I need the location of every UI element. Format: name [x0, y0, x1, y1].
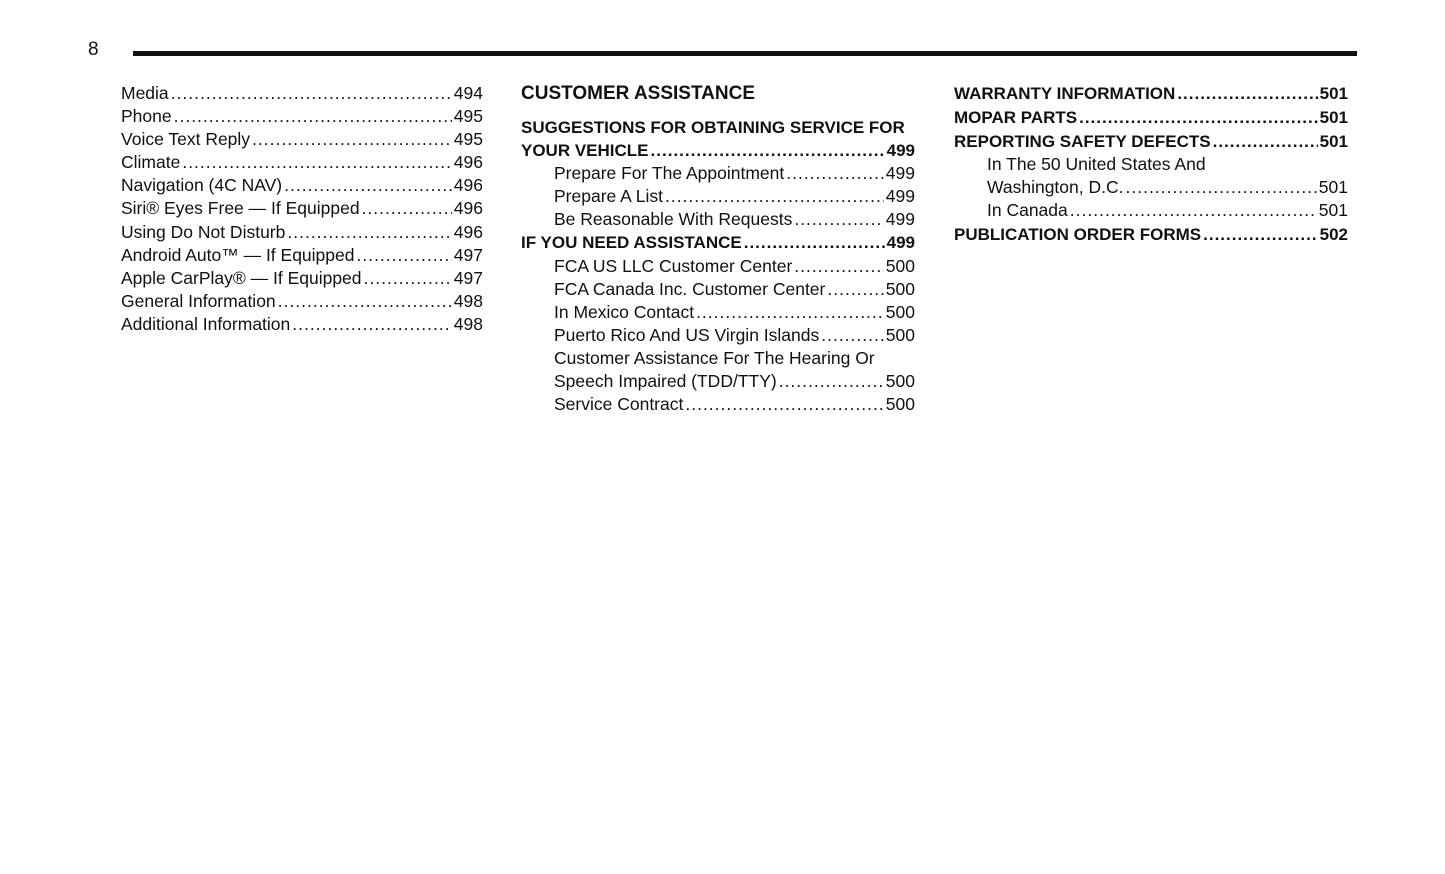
toc-entry[interactable]	[954, 199, 1348, 222]
toc-entry-label: Siri® Eyes Free — If Equipped	[121, 198, 360, 219]
leader-dots	[292, 313, 452, 336]
toc-entry-page: 500	[885, 394, 915, 415]
toc-entry-page: 496	[453, 198, 483, 219]
toc-entry-hearing-line2[interactable]	[521, 370, 915, 393]
toc-entry-page: 500	[885, 278, 915, 299]
leader-dots	[786, 162, 884, 185]
toc-heading-safety-defects[interactable]	[954, 130, 1348, 153]
toc-entry-page: 499	[886, 141, 915, 161]
toc-entry-page: 501	[1318, 200, 1348, 221]
toc-entry[interactable]	[121, 221, 483, 244]
toc-entry-page: 498	[453, 290, 483, 311]
toc-entry-label: In Mexico Contact	[554, 301, 695, 322]
toc-entry-label: Climate	[121, 152, 181, 173]
leader-dots	[171, 82, 452, 105]
toc-entry-page: 499	[885, 186, 915, 207]
toc-entry-page: 498	[453, 313, 483, 334]
toc-entry-label: FCA US LLC Customer Center	[554, 255, 793, 276]
toc-entry-page: 496	[453, 175, 483, 196]
toc-entry-page: 496	[453, 221, 483, 242]
toc-entry-page: 501	[1319, 84, 1348, 103]
toc-heading-suggestions-line2[interactable]	[521, 139, 915, 162]
toc-entry-page: 501	[1319, 108, 1348, 128]
leader-dots	[685, 393, 883, 416]
toc-entry-page: 501	[1318, 177, 1348, 198]
toc-entry-label: Apple CarPlay® — If Equipped	[121, 267, 362, 288]
header-rule	[133, 51, 1357, 56]
toc-entry[interactable]	[521, 208, 915, 231]
toc-entry[interactable]	[121, 151, 483, 174]
toc-entry-us-line1[interactable]: In The 50 United States And	[987, 154, 1206, 175]
toc-entry-label: Additional Information	[121, 313, 291, 334]
toc-entry-label: Puerto Rico And US Virgin Islands	[554, 324, 820, 345]
toc-entry[interactable]	[121, 197, 483, 220]
toc-heading-suggestions-line1[interactable]: SUGGESTIONS FOR OBTAINING SERVICE FOR	[521, 118, 905, 137]
toc-entry[interactable]	[121, 290, 483, 313]
toc-entry-page: 500	[885, 324, 915, 345]
toc-entry-page: 500	[885, 371, 915, 392]
toc-heading-warranty[interactable]	[954, 82, 1348, 105]
toc-entry-label: In Canada	[987, 200, 1068, 221]
toc-entry-label: Media	[121, 83, 169, 103]
page-number: 8	[88, 39, 99, 60]
toc-entry-label: IF YOU NEED ASSISTANCE	[521, 233, 742, 253]
toc-entry-label: REPORTING SAFETY DEFECTS	[954, 132, 1211, 152]
toc-entry[interactable]	[521, 324, 915, 347]
toc-entry[interactable]	[521, 162, 915, 185]
toc-entry-page: 497	[453, 267, 483, 288]
toc-entry[interactable]	[121, 105, 483, 128]
toc-entry-page: 499	[886, 233, 915, 253]
toc-entry-label: Speech Impaired (TDD/TTY)	[554, 371, 777, 392]
toc-entry[interactable]	[121, 128, 483, 151]
toc-heading-mopar[interactable]	[954, 106, 1348, 129]
leader-dots	[665, 185, 884, 208]
toc-entry[interactable]	[521, 255, 915, 278]
toc-entry[interactable]	[121, 313, 483, 336]
toc-entry[interactable]	[121, 244, 483, 267]
toc-heading-publication-order-forms[interactable]	[954, 223, 1348, 246]
toc-entry-page: 495	[453, 129, 483, 150]
toc-entry-label: Phone	[121, 106, 172, 127]
toc-entry-label: PUBLICATION ORDER FORMS	[954, 224, 1202, 244]
leader-dots	[356, 244, 451, 267]
leader-dots	[651, 139, 885, 162]
toc-entry-us-line2[interactable]	[954, 176, 1348, 199]
toc-entry[interactable]	[121, 267, 483, 290]
leader-dots	[1070, 199, 1317, 222]
toc-entry-label: Navigation (4C NAV)	[121, 175, 283, 196]
leader-dots	[779, 370, 884, 393]
toc-entry-page: 496	[453, 152, 483, 173]
toc-entry-label: Android Auto™ — If Equipped	[121, 244, 355, 265]
leader-dots	[1126, 176, 1317, 199]
toc-entry-label: YOUR VEHICLE	[521, 141, 649, 161]
toc-entry[interactable]	[521, 185, 915, 208]
toc-entry-page: 499	[885, 163, 915, 184]
toc-entry[interactable]	[521, 301, 915, 324]
toc-entry-label: Washington, D.C.	[987, 177, 1124, 198]
toc-entry-hearing-line1[interactable]: Customer Assistance For The Hearing Or	[554, 347, 875, 368]
leader-dots	[1177, 82, 1317, 105]
toc-entry-page: 500	[885, 255, 915, 276]
leader-dots	[696, 301, 884, 324]
leader-dots	[174, 105, 452, 128]
toc-column-3	[954, 82, 1348, 246]
toc-entry-label: FCA Canada Inc. Customer Center	[554, 278, 826, 299]
toc-entry-page: 500	[885, 301, 915, 322]
leader-dots	[1079, 106, 1318, 129]
leader-dots	[1203, 223, 1318, 246]
toc-entry-label: General Information	[121, 290, 276, 311]
toc-entry-page: 501	[1319, 132, 1348, 152]
toc-heading-if-you-need-assistance[interactable]	[521, 231, 915, 254]
toc-entry-page: 497	[453, 244, 483, 265]
toc-entry[interactable]	[121, 174, 483, 197]
toc-entry-label: Service Contract	[554, 394, 684, 415]
section-heading-customer-assistance: CUSTOMER ASSISTANCE	[521, 83, 756, 104]
toc-entry[interactable]	[521, 278, 915, 301]
leader-dots	[252, 128, 452, 151]
toc-entry-label: Prepare A List	[554, 186, 663, 207]
toc-entry-label: WARRANTY INFORMATION	[954, 84, 1176, 103]
toc-entry-label: MOPAR PARTS	[954, 108, 1078, 128]
toc-entry-page: 499	[885, 209, 915, 230]
toc-entry[interactable]	[521, 393, 915, 416]
leader-dots	[362, 197, 452, 220]
leader-dots	[364, 267, 452, 290]
toc-entry-label: Using Do Not Disturb	[121, 221, 286, 242]
toc-entry-label: Prepare For The Appointment	[554, 163, 785, 184]
leader-dots	[278, 290, 452, 313]
toc-entry-label: Voice Text Reply	[121, 129, 251, 150]
toc-entry[interactable]	[121, 82, 483, 105]
leader-dots	[284, 174, 452, 197]
leader-dots	[827, 278, 883, 301]
leader-dots	[794, 208, 883, 231]
leader-dots	[744, 231, 885, 254]
toc-entry-page: 495	[453, 106, 483, 127]
leader-dots	[287, 221, 451, 244]
toc-column-1	[121, 82, 483, 336]
toc-entry-label: Be Reasonable With Requests	[554, 209, 793, 230]
toc-entry-page: 494	[453, 83, 483, 103]
leader-dots	[794, 255, 884, 278]
toc-entry-page: 502	[1319, 224, 1348, 244]
leader-dots	[182, 151, 451, 174]
leader-dots	[821, 324, 884, 347]
toc-column-2	[521, 82, 915, 416]
leader-dots	[1213, 130, 1318, 153]
